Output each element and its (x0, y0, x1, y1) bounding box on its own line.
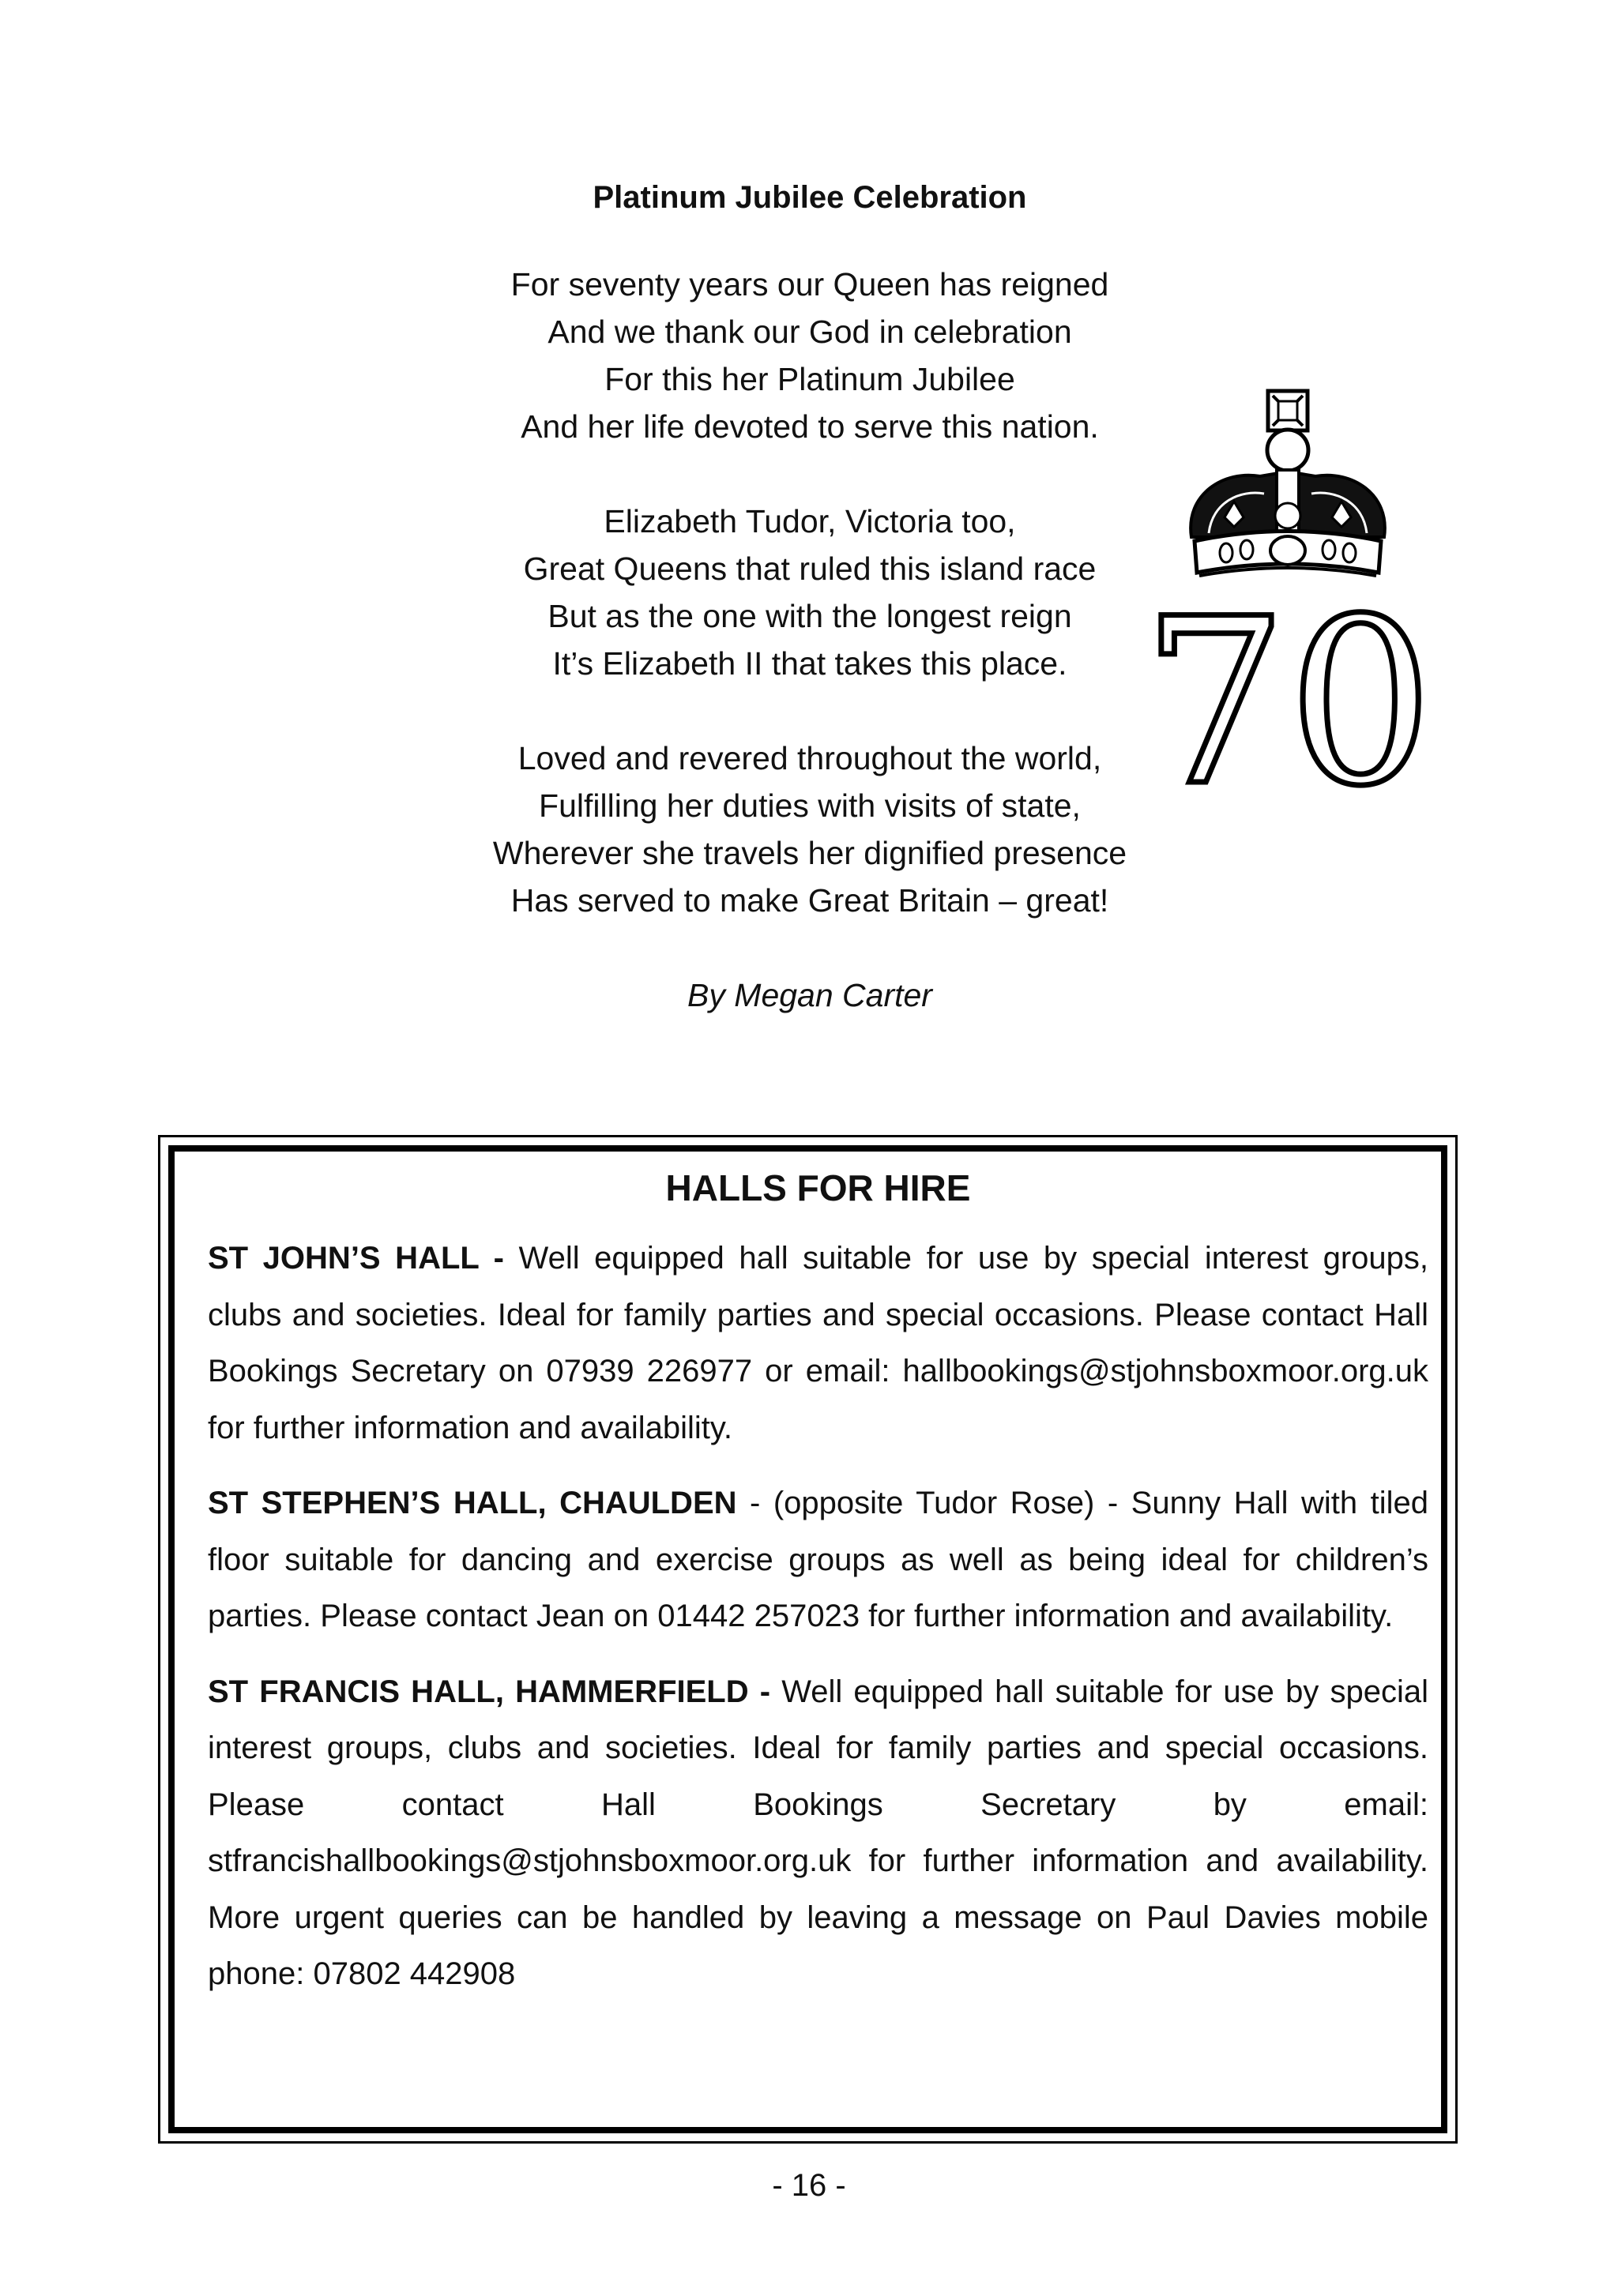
poem-stanza-3 (379, 735, 1240, 924)
poem-line: But as the one with the longest reign (547, 598, 1072, 634)
poem-line: Elizabeth Tudor, Victoria too, (604, 503, 1016, 539)
hall-name: ST JOHN’S HALL - (208, 1241, 504, 1276)
poem (379, 174, 1240, 1019)
hall-name: ST STEPHEN’S HALL, CHAULDEN (208, 1486, 737, 1520)
poem-title: Platinum Jubilee Celebration (593, 180, 1027, 215)
poem-line: For seventy years our Queen has reigned (510, 266, 1109, 303)
hall-description: - (opposite Tudor Rose) - Sunny Hall with tiled floor suitable for dancing and exercise groups as well as being ideal for children’s parties. Please contact Jean on 01442 257023 for further information and availability. (208, 1486, 1429, 1633)
poem-stanza-2 (379, 498, 1240, 687)
poem-line: For this her Platinum Jubilee (604, 361, 1015, 397)
halls-for-hire-inner-frame (168, 1145, 1447, 2133)
poem-line: Fulfilling her duties with visits of state, (539, 787, 1081, 824)
poem-line: Great Queens that ruled this island race (523, 551, 1097, 587)
emblem-number: 70 (1142, 570, 1434, 836)
poem-line: It’s Elizabeth II that takes this place. (552, 645, 1067, 682)
hall-description: Well equipped hall suitable for use by special interest groups, clubs and societies. Ideal for family parties and special occasions. Please contact Hall Bookings Secretary by email: stfrancishallbookings@stjohnsboxmoor.org.uk for further information and availability. More urgent queries can be handled by leaving a message on Paul Davies mobile phone: 07802 442908 (208, 1674, 1428, 1991)
poem-line: Loved and revered throughout the world, (517, 740, 1102, 776)
crown-70-icon (1142, 383, 1434, 836)
hall-description: Well equipped hall suitable for use by special interest groups, clubs and societies. Ideal for family parties and special occasions. Please contact Hall Bookings Secretary on 07939 226977 or email: hallbookings@stjohnsboxmoor.org.uk for further information and availability. (208, 1241, 1428, 1445)
page-number: - 16 - (772, 2168, 846, 2203)
hall-entry-st-stephens (208, 1475, 1428, 1645)
poem-line: And her life devoted to serve this nation. (521, 408, 1099, 445)
poem-line: Has served to make Great Britain – great! (510, 882, 1109, 919)
poem-stanza-1 (379, 261, 1240, 450)
hall-name: ST FRANCIS HALL, HAMMERFIELD - (208, 1674, 771, 1709)
poem-line: Wherever she travels her dignified presence (492, 835, 1127, 871)
hall-entry-st-johns (208, 1231, 1428, 1456)
poem-author: By Megan Carter (687, 977, 932, 1013)
halls-for-hire-box (158, 1135, 1458, 2144)
hall-entry-st-francis (208, 1664, 1428, 2003)
halls-title: HALLS FOR HIRE (665, 1167, 971, 1208)
poem-line: And we thank our God in celebration (547, 314, 1072, 350)
